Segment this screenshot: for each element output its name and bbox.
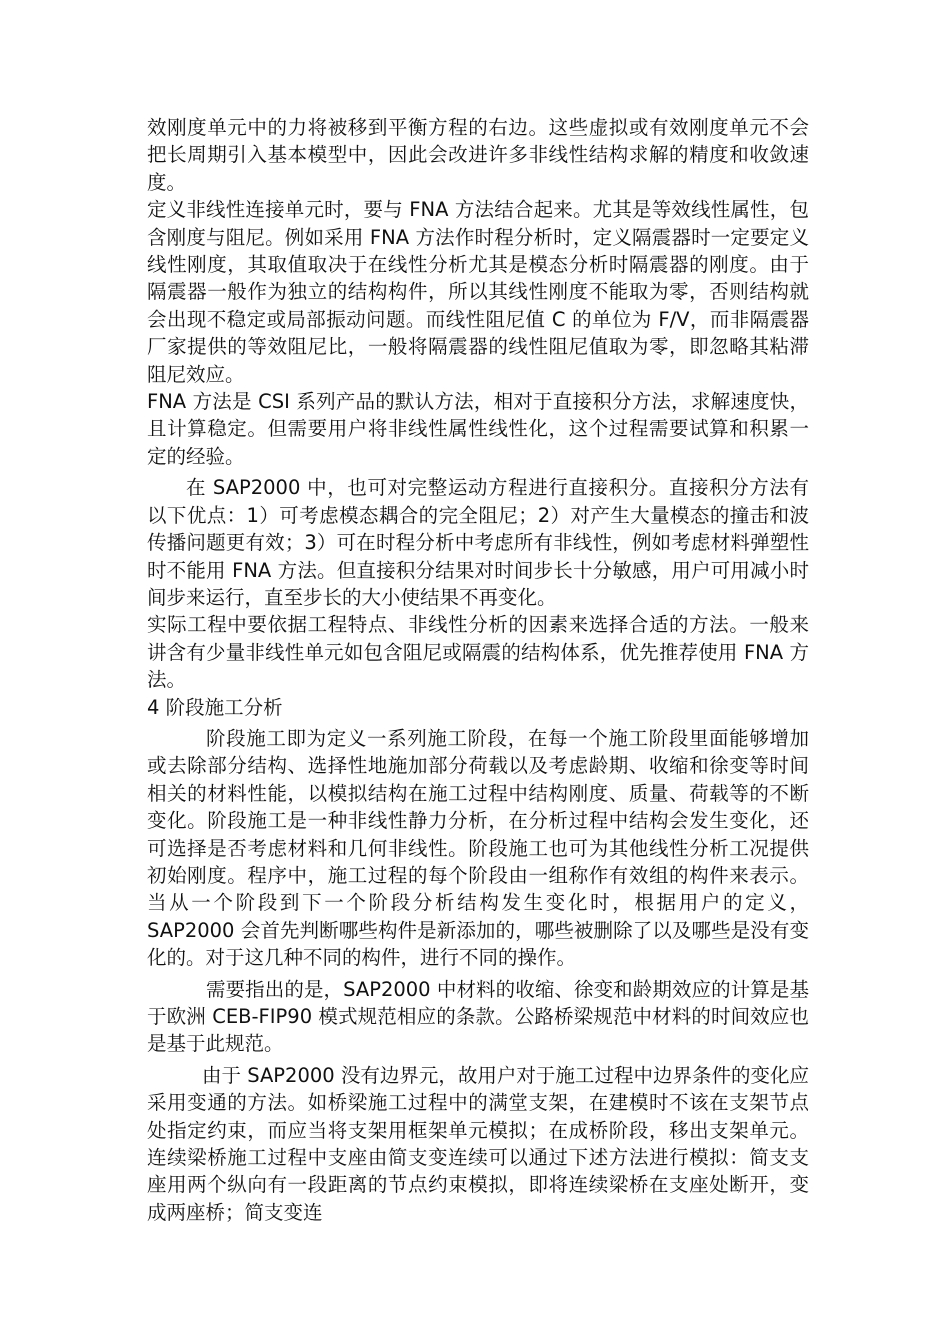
paragraph-boundary-conditions: 由于 SAP2000 没有边界元，故用户对于施工过程中边界条件的变化应采用变通的方法。如桥梁施工过程中的满堂支架，在建模时不该在支架节点处指定约束，而应当将支架用框架单元模拟；在成桥阶段，移出支架单元。连续梁桥施工过程中支座由简支变连续可以通过下述方法进行模拟：简支支座用两个纵向有一段距离的节点约束模拟，即将连续梁桥在支座处断开，变成两座桥；简支变连 <box>147 1063 809 1224</box>
paragraph-direct-integration: 在 SAP2000 中，也可对完整运动方程进行直接积分。直接积分方法有以下优点：1）可考虑模态耦合的完全阻尼；2）对产生大量模态的撞击和波传播问题更有效；3）可在时程分析中考虑所有非线性，例如考虑材料弹塑性时不能用 FNA 方法。但直接积分结果对时间步长十分敏感，用户可用减小时间步来运行，直至步长的大小使结果不再变化。 <box>147 476 809 609</box>
paragraph-method-selection: 实际工程中要依据工程特点、非线性分析的因素来选择合适的方法。一般来讲含有少量非线性单元如包含阻尼或隔震的结构体系，优先推荐使用 FNA 方法。 <box>147 613 809 692</box>
document-body <box>147 114 809 1226</box>
paragraph-creep-shrinkage: 需要指出的是，SAP2000 中材料的收缩、徐变和龄期效应的计算是基于欧洲 CEB-FIP90 模式规范相应的条款。公路桥梁规范中材料的时间效应也是基于此规范。 <box>147 977 809 1056</box>
paragraph-staged-construction-definition: 阶段施工即为定义一系列施工阶段，在每一个施工阶段里面能够增加或去除部分结构、选择性地施加部分荷载以及考虑龄期、收缩和徐变等时间相关的材料性能，以模拟结构在施工过程中结构刚度、质量、荷载等的不断变化。阶段施工是一种非线性静力分析，在分析过程中结构会发生变化，还可选择是否考虑材料和几何非线性。阶段施工也可为其他线性分析工况提供初始刚度。程序中，施工过程的每个阶段由一组称作有效组的构件来表示。当从一个阶段到下一个阶段分析结构发生变化时，根据用户的定义，SAP2000 会首先判断哪些构件是新添加的，哪些被删除了以及哪些是没有变化的。对于这几种不同的构件，进行不同的操作。 <box>147 726 809 970</box>
section-heading-staged-construction: 4 阶段施工分析 <box>147 695 283 719</box>
paragraph-fna-default-method: FNA 方法是 CSI 系列产品的默认方法，相对于直接积分方法，求解速度快，且计算稳定。但需要用户将非线性属性线性化，这个过程需要试算和积累一定的经验。 <box>147 390 809 468</box>
paragraph-stiffness-continuation: 效刚度单元中的力将被移到平衡方程的右边。这些虚拟或有效刚度单元不会把长周期引入基本模型中，因此会改进许多非线性结构求解的精度和收敛速度。 <box>147 116 809 194</box>
paragraph-fna-link-elements: 定义非线性连接单元时，要与 FNA 方法结合起来。尤其是等效线性属性，包含刚度与阻尼。例如采用 FNA 方法作时程分析时，定义隔震器时一定要定义线性刚度，其取值取决于在线性分析尤其是模态分析时隔震器的刚度。由于隔震器一般作为独立的结构构件，所以其线性刚度不能取为零，否则结构就会出现不稳定或局部振动问题。而线性阻尼值 C 的单位为 F/V，而非隔震器厂家提供的等效阻尼比，一般将隔震器的线性阻尼值取为零，即忽略其粘滞阻尼效应。 <box>147 198 809 386</box>
